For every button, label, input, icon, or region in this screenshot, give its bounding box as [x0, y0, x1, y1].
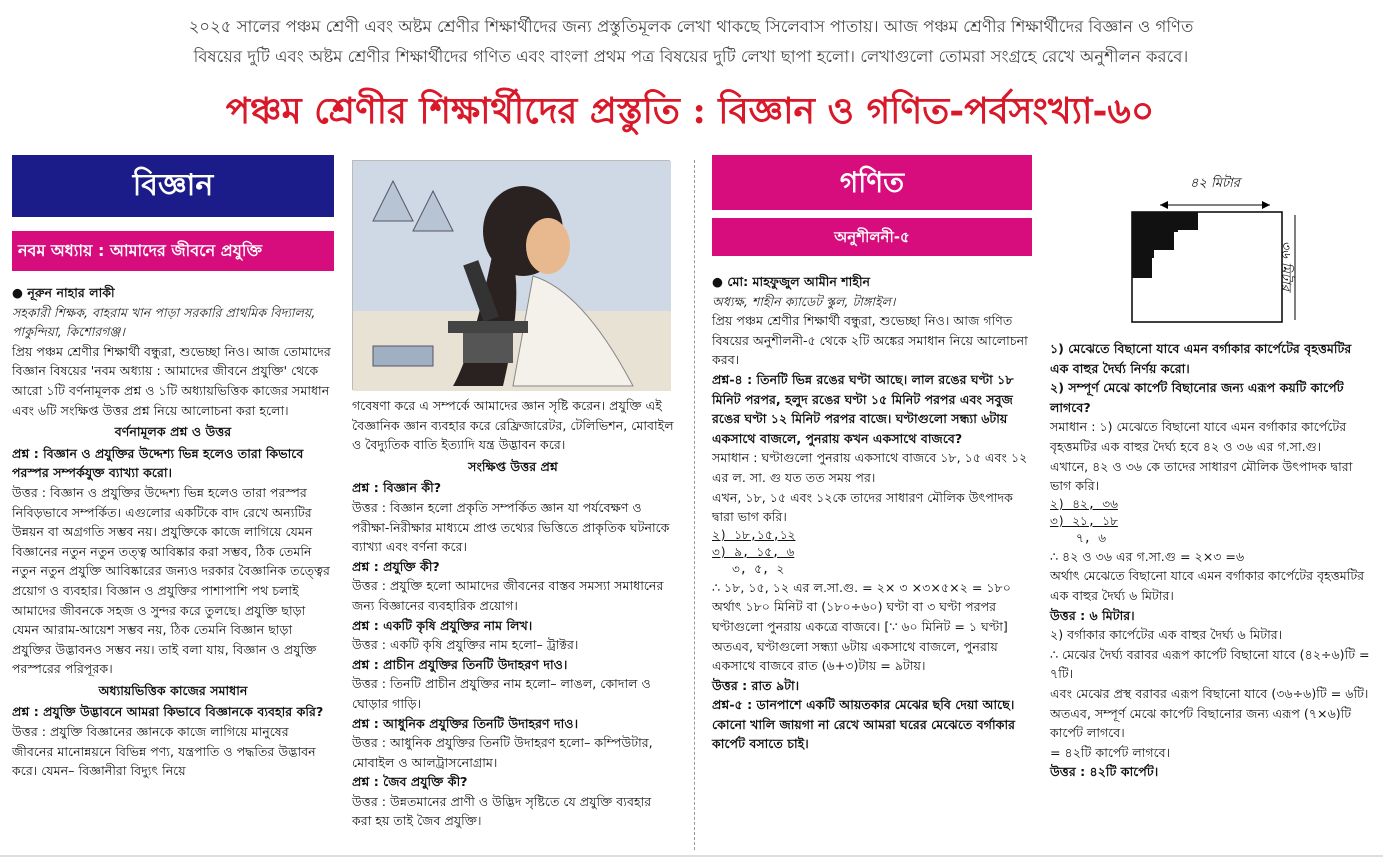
short-answer: উত্তর : বিজ্ঞান হলো প্রকৃতি সম্পর্কিত জ্ঞান যা পর্যবেক্ষণ ও পরীক্ষা-নিরীক্ষার মাধ্যমে প্রাপ্ত তথ্যের ভিত্তিতে প্রাকৃতিক ঘটনাকে ব্যাখ্যা এবং বর্ণনা করে।: [352, 499, 670, 555]
science-section-descriptive: বর্ণনামূলক প্রশ্ন ও উত্তর: [114, 424, 232, 440]
math2-solution-9: = ৪২টি কার্পেট লাগবে।: [1050, 744, 1171, 760]
math-solution-4-a: সমাধান : ঘণ্টাগুলো পুনরায় একসাথে বাজবে ১৮, ১৫ এবং ১২ এর ল. সা. গু যত তত সময় পর।: [712, 450, 1028, 485]
column-divider: [694, 160, 695, 850]
short-answer: উত্তর : তিনটি প্রাচীন প্রযুক্তির নাম হলো– লাঙল, কোদাল ও ঘোড়ার গাড়ি।: [352, 676, 651, 711]
division-row-1: ২) ১৮,১৫,১২: [712, 527, 796, 542]
science-author: ● নূরুন নাহার লাকী: [12, 285, 115, 300]
math-question-4: প্রশ্ন-৪ : তিনটি ভিন্ন রঙের ঘণ্টা আছে। লাল রঙের ঘণ্টা ১৮ মিনিট পরপর, হলুদ রঙের ঘণ্টা ১৫ মিনিট পরপর এবং সবুজ রঙের ঘণ্টা ১২ মিনিট পরপর বাজে। ঘণ্টাগুলো সন্ধ্যা ৬টায় একসাথে বাজলে, পুনরায় কখন একসাথে বাজবে?: [712, 371, 1014, 446]
math-question-5: প্রশ্ন-৫ : ডানপাশে একটি আয়তকার মেঝের ছবি দেয়া আছে। কোনো খালি জায়গা না রেখে আমরা ঘরের মেঝেতে বর্গাকার কার্পেট বসাতে চাই।: [712, 697, 1016, 752]
short-answer: উত্তর : আধুনিক প্রযুক্তির তিনটি উদাহরণ হলো– কম্পিউটার, মোবাইল ও আলট্রাসনোগ্রাম।: [352, 735, 653, 770]
math-column: [712, 155, 1032, 754]
math-solution-4-e: অতএব, ঘণ্টাগুলো সন্ধ্যা ৬টায় একসাথে বাজলে, পুনরায় একসাথে বাজবে রাত (৬+৩)টায় = ৯টায়।: [712, 638, 998, 674]
math2-solution-5: ২) বর্গাকার কার্পেটের এক বাহুর দৈর্ঘ্য ৬ মিটার।: [1050, 627, 1283, 643]
math2-solution-1: সমাধান : ১) মেঝেতে বিছানো যাবে এমন বর্গাকার কার্পেটের বৃহত্তমটির এক বাহুর দৈর্ঘ্য হবে ৪২ ও ৩৬ এর গ.সা.গু।: [1050, 419, 1347, 454]
microscope-image: [353, 161, 671, 391]
math-author-designation: অধ্যক্ষ, শাহীন ক্যাডেট স্কুল, টাঙ্গাইল।: [712, 293, 896, 309]
science-column-2: [352, 160, 674, 831]
science-intro: প্রিয় পঞ্চম শ্রেণীর শিক্ষার্থী বন্ধুরা, শুভেচ্ছা নিও। আজ তোমাদের বিজ্ঞান বিষয়ের 'নবম অধ্যায় : আমাদের জীবনে প্রযুক্তি' থেকে আরো ১টি বর্ণনামূলক প্রশ্ন ও ১টি অধ্যায়ভিত্তিক কাজের সমাধান এবং ৬টি সংক্ষিপ্ত উত্তর প্রশ্ন নিয়ে আলোচনা করা হলো।: [12, 343, 331, 418]
scientist-microscope-illustration: [352, 160, 670, 390]
math2-solution-4: অর্থাৎ মেঝেতে বিছানো যাবে এমন বর্গাকার কার্পেটের বৃহত্তমটির এক বাহুর দৈর্ঘ্য ৬ মিটার।: [1050, 568, 1365, 603]
math-part-1: ১) মেঝেতে বিছানো যাবে এমন বর্গাকার কার্পেটের বৃহত্তমটির এক বাহুর দৈর্ঘ্য নির্ণয় করো।: [1050, 341, 1352, 376]
short-qa-item: [352, 772, 674, 831]
math-answer-4: উত্তর : রাত ৯টা।: [712, 677, 800, 693]
science-chapter: নবম অধ্যায় : আমাদের জীবনে প্রযুক্তি: [12, 231, 334, 271]
floor-figure: [1070, 160, 1330, 335]
short-question: প্রশ্ন : জৈব প্রযুক্তি কী?: [352, 774, 468, 790]
science-column: [12, 155, 334, 781]
math2-solution-2: এখানে, ৪২ ও ৩৬ কে তাদের সাধারণ মৌলিক উৎপাদক দ্বারা ভাগ করি।: [1050, 458, 1353, 494]
math-author: ● মো: মাহফুজুল আমীন শাহীন: [712, 274, 871, 289]
figure-label-top: ৪২ মিটার: [1190, 176, 1240, 191]
math-solution-4-d: অর্থাৎ ১৮০ মিনিট বা (১৮০÷৬০) ঘণ্টা বা ৩ ঘণ্টা পরপর ঘণ্টাগুলো পুনরায় একত্রে বাজবে। [∵ ৬০ মিনিট = ১ ঘণ্টা]: [712, 599, 1008, 634]
short-answer: উত্তর : উন্নতমানের প্রাণী ও উদ্ভিদ সৃষ্টিতে যে প্রযুক্তি ব্যবহার করা হয় তাই জৈব প্রযুক্তি।: [352, 793, 652, 829]
short-qa-item: [352, 616, 674, 655]
math2-solution-3: ∴ ৪২ ও ৩৬ এর গ.সা.গু = ২×৩ =৬: [1050, 548, 1245, 564]
science-author-designation: সহকারী শিক্ষক, বাহরাম খান পাড়া সরকারি প্রাথমিক বিদ্যালয়, পাকুন্দিয়া, কিশোরগঞ্জ।: [12, 304, 316, 340]
math-exercise: অনুশীলনী-৫: [712, 218, 1032, 256]
math-solution-4-c: ∴ ১৮, ১৫, ১২ এর ল.সা.গু. = ২× ৩ ×৩×৫×২ = ১৮০: [712, 579, 1011, 595]
bottom-rule: [0, 855, 1383, 857]
notice-line-2: বিষয়ের দুটি এবং অষ্টম শ্রেণীর শিক্ষার্থীদের গণিত এবং বাংলা প্রথম পত্র বিষয়ের দুটি লেখা ছাপা হলো। লেখাগুলো তোমরা সংগ্রহে রেখে অনুশীলন করবে।: [193, 47, 1189, 66]
science-question-2: প্রশ্ন : প্রযুক্তি উদ্ভাবনে আমরা কিভাবে বিজ্ঞানকে ব্যবহার করি?: [12, 704, 324, 720]
math-column-2: [1050, 160, 1372, 782]
science-answer-1: উত্তর : বিজ্ঞান ও প্রযুক্তির উদ্দেশ্য ভিন্ন হলেও তারা পরস্পর নিবিড়ভাবে সম্পর্কিত। এগুলোর একটিকে বাদ রেখে অন্যটির উন্নয়ন বা অগ্রগতি সম্ভব নয়। প্রযুক্তিকে কাজে লাগিয়ে যেমন বিজ্ঞানের নতুন নতুন তত্ত্ব আবিষ্কার করা সম্ভব, ঠিক তেমনি নতুন নতুন প্রযুক্তি আবিষ্কারের জন্যও দরকার বৈজ্ঞানিক তত্ত্বের প্রয়োগ ও ব্যবহার। বিজ্ঞান ও প্রযুক্তির পাশাপাশি পথ চলাই আমাদের জীবনকে সহজ ও সুন্দর করে তুলছে। প্রযুক্তি ছাড়া যেমন আরাম-আয়েশ সম্ভব নয়, ঠিক তেমনি বিজ্ঞান ছাড়া প্রযুক্তির উদ্ভাবনও সম্ভব নয়। তাই বলা যায়, বিজ্ঞান ও প্রযুক্তি পরস্পরের পরিপূরক।: [12, 484, 330, 677]
math2-answer-1: উত্তর : ৬ মিটার।: [1050, 607, 1135, 623]
math-solution-4-b: এখন, ১৮, ১৫ এবং ১২কে তাদের সাধারণ মৌলিক উৎপাদক দ্বারা ভাগ করি।: [712, 489, 1013, 525]
math2-solution-8: অতএব, সম্পূর্ণ মেঝে কার্পেট বিছানোর জন্য এরূপ (৭×৬)টি কার্পেট লাগবে।: [1050, 705, 1352, 741]
science-title: বিজ্ঞান: [12, 155, 334, 217]
math2-solution-6: ∴ মেঝের দৈর্ঘ্য বরাবর এরূপ কার্পেট বিছানো যাবে (৪২÷৬)টি = ৭টি।: [1050, 646, 1370, 682]
lcm-division: [712, 527, 1032, 578]
short-qa-item: [352, 557, 674, 616]
figure-label-side: ৩৬ মিটার: [1277, 240, 1293, 291]
short-qa-item: [352, 655, 674, 714]
short-question: প্রশ্ন : প্রাচীন প্রযুক্তির তিনটি উদাহরণ দাও।: [352, 656, 568, 672]
division-row-2: ৩) ২১, ১৮: [1050, 513, 1118, 528]
science-answer-2-continued: গবেষণা করে এ সম্পর্কে আমাদের জ্ঞান সৃষ্টি করেন। প্রযুক্তি এই বৈজ্ঞানিক জ্ঞান ব্যবহার করে রেফ্রিজারেটর, টেলিভিশন, মোবাইল ও বৈদ্যুতিক বাতি ইত্যাদি যন্ত্র উদ্ভাবন করে।: [352, 398, 674, 453]
math2-solution-7: এবং মেঝের প্রস্থ বরাবর এরূপ বিছানো যাবে (৩৬÷৬)টি = ৬টি।: [1050, 685, 1369, 701]
short-qa-list: [352, 478, 674, 831]
division-row-3: ৩, ৫, ২: [732, 561, 785, 576]
math-title: গণিত: [712, 155, 1032, 210]
short-answer: উত্তর : একটি কৃষি প্রযুক্তির নাম হলো– ট্রাক্টর।: [352, 637, 579, 653]
short-question: প্রশ্ন : আধুনিক প্রযুক্তির তিনটি উদাহরণ দাও।: [352, 715, 579, 731]
short-qa-item: [352, 478, 674, 556]
division-row-3: ৭, ৬: [1076, 530, 1107, 545]
short-question: প্রশ্ন : বিজ্ঞান কী?: [352, 480, 442, 496]
short-answer: উত্তর : প্রযুক্তি হলো আমাদের জীবনের বাস্তব সমস্যা সমাধানের জন্য বিজ্ঞানের ব্যবহারিক প্রয়োগ।: [352, 578, 664, 613]
science-section-activity: অধ্যায়ভিত্তিক কাজের সমাধান: [98, 682, 248, 698]
science-question-1: প্রশ্ন : বিজ্ঞান ও প্রযুক্তির উদ্দেশ্য ভিন্ন হলেও তারা কিভাবে পরস্পর সম্পর্কযুক্ত ব্যাখ্যা করো।: [12, 445, 304, 481]
short-qa-item: [352, 714, 674, 773]
math2-answer-2: উত্তর : ৪২টি কার্পেট।: [1050, 764, 1159, 780]
hcf-division: [1050, 496, 1372, 547]
notice: [16, 12, 1366, 72]
division-row-1: ২) ৪২, ৩৬: [1050, 496, 1118, 511]
short-question: প্রশ্ন : একটি কৃষি প্রযুক্তির নাম লিখ।: [352, 617, 533, 633]
short-question: প্রশ্ন : প্রযুক্তি কী?: [352, 558, 440, 574]
math-intro: প্রিয় পঞ্চম শ্রেণীর শিক্ষার্থী বন্ধুরা, শুভেচ্ছা নিও। আজ গণিত বিষয়ের অনুশীলনী-৫ থেকে ২টি অঙ্কের সমাধান নিয়ে আলোচনা করব।: [712, 313, 1028, 368]
notice-line-1: ২০২৫ সালের পঞ্চম শ্রেণী এবং অষ্টম শ্রেণীর শিক্ষার্থীদের জন্য প্রস্তুতিমূলক লেখা থাকছে সিলেবাস পাতায়। আজ পঞ্চম শ্রেণীর শিক্ষার্থীদের বিজ্ঞান ও গণিত: [188, 17, 1194, 36]
science-section-short: সংক্ষিপ্ত উত্তর প্রশ্ন: [468, 458, 558, 474]
science-answer-2: উত্তর : প্রযুক্তি বিজ্ঞানের জ্ঞানকে কাজে লাগিয়ে মানুষের জীবনের মানোন্নয়নে বিভিন্ন পণ্য, যন্ত্রপাতি ও পদ্ধতির উদ্ভাবন করে। যেমন– বিজ্ঞানীরা বিদ্যুৎ নিয়ে: [12, 724, 316, 779]
division-row-2: ৩) ৯, ১৫, ৬: [712, 544, 795, 559]
math-part-2: ২) সম্পূর্ণ মেঝে কার্পেট বিছানোর জন্য এরূপ কয়টি কার্পেট লাগবে?: [1050, 380, 1344, 415]
headline: পঞ্চম শ্রেণীর শিক্ষার্থীদের প্রস্তুতি : বিজ্ঞান ও গণিত-পর্বসংখ্যা-৬০: [225, 90, 1155, 132]
